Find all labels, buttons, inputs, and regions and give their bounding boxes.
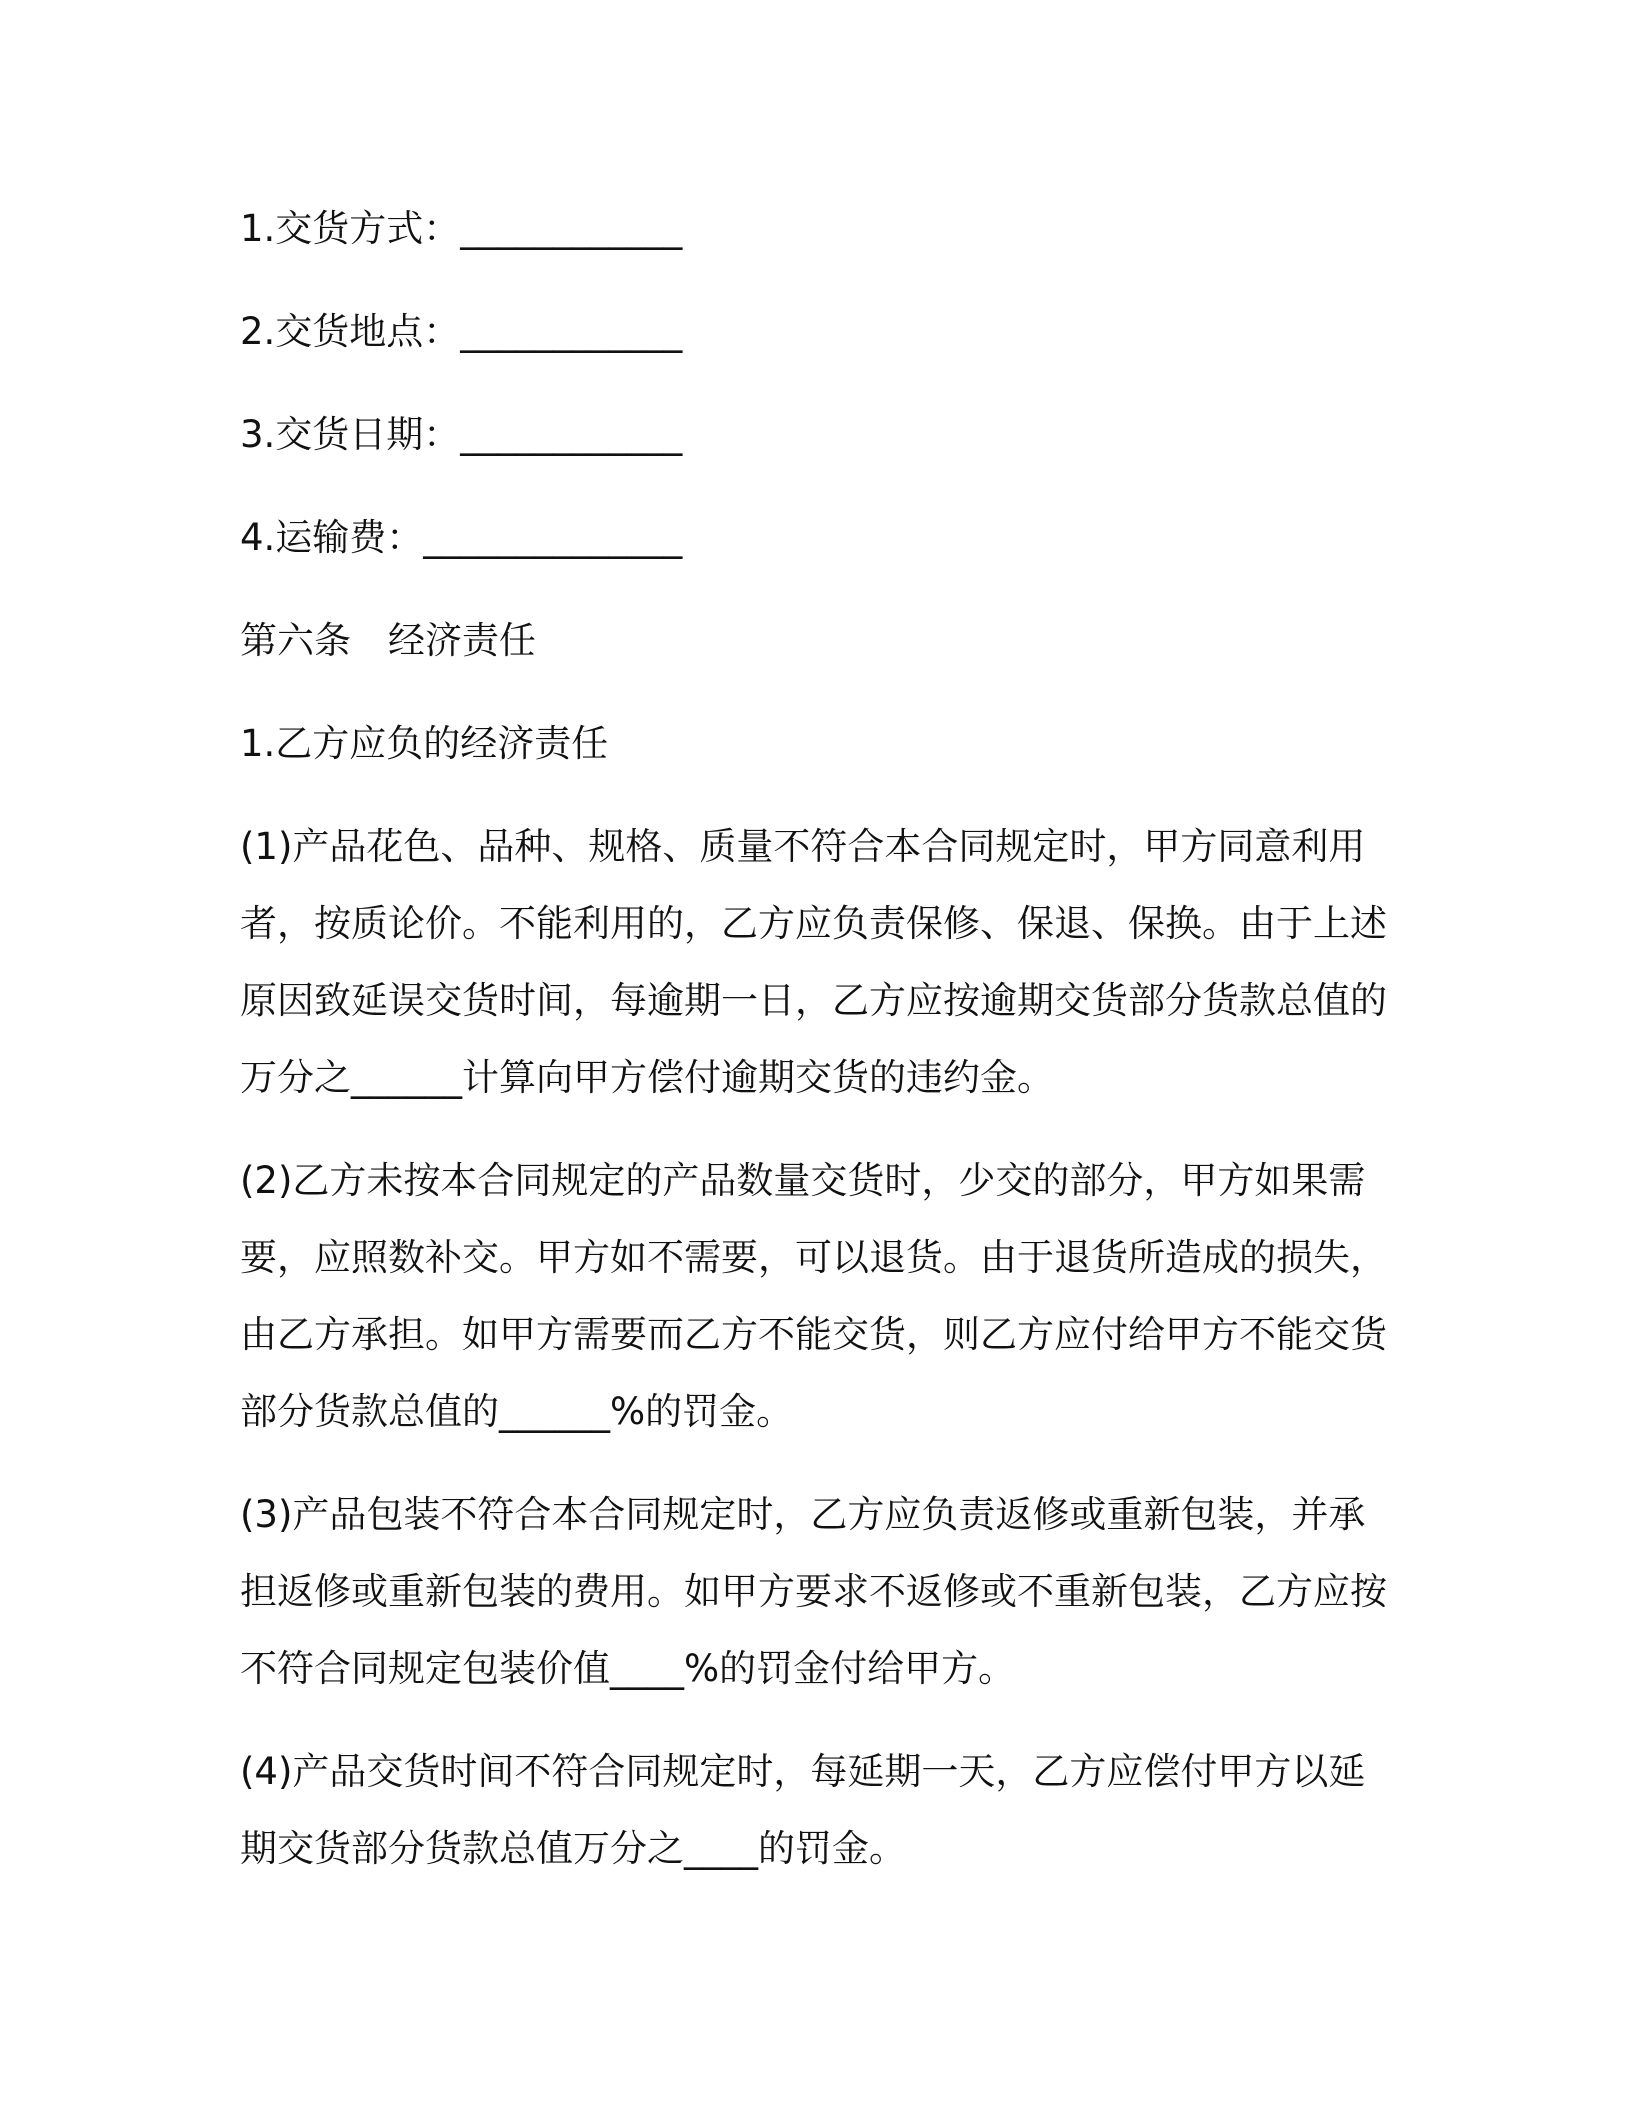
clause-paragraph-2: (2)乙方未按本合同规定的产品数量交货时，少交的部分，甲方如果需要，应照数补交。甲方如不需要，可以退货。由于退货所造成的损失，由乙方承担。如甲方需要而乙方不能交货，则乙方应付给甲方不能交货部分货款总值的______%的罚金。	[240, 1159, 1387, 1433]
transport-fee-line: 4.运输费：______________	[240, 516, 683, 559]
clause-paragraph-4: (4)产品交货时间不符合同规定时，每延期一天，乙方应偿付甲方以延期交货部分货款总值万分之____的罚金。	[240, 1750, 1366, 1870]
delivery-date-line: 3.交货日期：____________	[240, 413, 683, 456]
article-heading: 第六条 经济责任	[240, 619, 536, 662]
section-heading: 1.乙方应负的经济责任	[240, 722, 609, 765]
document-body	[240, 190, 1390, 1887]
clause-paragraph-1: (1)产品花色、品种、规格、质量不符合本合同规定时，甲方同意利用者，按质论价。不能利用的，乙方应负责保修、保退、保换。由于上述原因致延误交货时间，每逾期一日，乙方应按逾期交货部分货款总值的万分之______计算向甲方偿付逾期交货的违约金。	[240, 825, 1387, 1099]
delivery-method-line: 1.交货方式：____________	[240, 207, 683, 250]
clause-paragraph-3: (3)产品包装不符合本合同规定时，乙方应负责返修或重新包装，并承担返修或重新包装的费用。如甲方要求不返修或不重新包装，乙方应按不符合同规定包装价值____%的罚金付给甲方。	[240, 1493, 1387, 1690]
delivery-location-line: 2.交货地点：____________	[240, 310, 683, 353]
